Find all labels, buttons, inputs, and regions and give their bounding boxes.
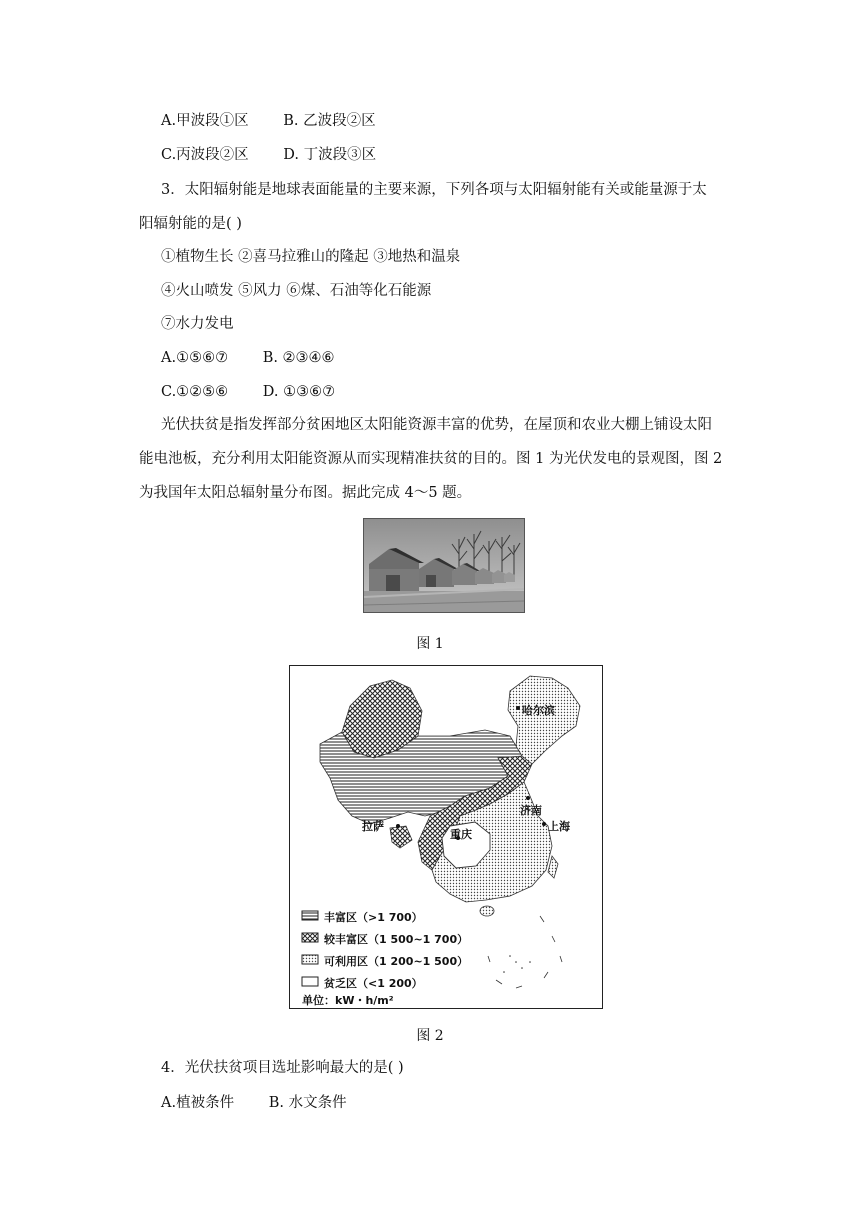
q3-stem-line-1: 3．太阳辐射能是地球表面能量的主要来源，下列各项与太阳辐射能有关或能量源于太 xyxy=(161,182,707,198)
q3-options-row-2 xyxy=(161,382,335,402)
city-label-harbin: 哈尔滨 xyxy=(522,704,555,717)
legend-item-rich: 丰富区（>1 700） xyxy=(324,911,423,924)
legend-item-usable: 可利用区（1 200~1 500） xyxy=(324,955,469,968)
q4-option-a: A.植被条件 xyxy=(161,1095,235,1111)
q2-option-a: A.甲波段①区 xyxy=(161,113,249,129)
legend-item-fairly-rich: 较丰富区（1 500~1 700） xyxy=(324,933,469,946)
city-label-lhasa: 拉萨 xyxy=(362,820,384,833)
q3-option-c: C.①②⑤⑥ xyxy=(161,384,229,400)
figure-1-photo xyxy=(363,518,525,613)
q2-options-row-1 xyxy=(161,111,376,131)
q4-stem: 4．光伏扶贫项目选址影响最大的是( ) xyxy=(161,1060,404,1076)
q2-option-c: C.丙波段②区 xyxy=(161,147,249,163)
q3-items-line-3: ⑦水力发电 xyxy=(161,316,234,332)
greenhouse-photo-image xyxy=(364,519,524,612)
q3-option-d: D. ①③⑥⑦ xyxy=(262,384,336,400)
q3-option-a: A.①⑤⑥⑦ xyxy=(161,350,229,366)
passage-line-2: 能电池板，充分利用太阳能资源从而实现精准扶贫的目的。图 1 为光伏发电的景观图，图 2 xyxy=(139,451,723,467)
q3-option-b: B. ②③④⑥ xyxy=(262,350,335,366)
q2-option-d: D. 丁波段③区 xyxy=(283,147,377,163)
figure-2-map xyxy=(289,665,603,1009)
figure-1-caption: 图 1 xyxy=(416,636,444,652)
q2-options-row-2 xyxy=(161,145,376,165)
q3-stem-line-2: 阳辐射能的是( ) xyxy=(139,216,242,232)
q2-option-b: B. 乙波段②区 xyxy=(283,113,376,129)
q4-option-b: B. 水文条件 xyxy=(268,1095,347,1111)
city-label-chongqing: 重庆 xyxy=(450,828,472,841)
passage-line-1: 光伏扶贫是指发挥部分贫困地区太阳能资源丰富的优势，在屋顶和农业大棚上铺设太阳 xyxy=(161,417,712,433)
q4-options-row-1 xyxy=(161,1093,347,1113)
q3-items-line-1: ①植物生长 ②喜马拉雅山的隆起 ③地热和温泉 xyxy=(161,249,461,265)
figure-2-caption: 图 2 xyxy=(416,1028,444,1044)
q3-items-line-2: ④火山喷发 ⑤风力 ⑥煤、石油等化石能源 xyxy=(161,283,432,299)
passage-line-3: 为我国年太阳总辐射量分布图。据此完成 4～5 题。 xyxy=(139,485,472,501)
city-label-jinan: 济南 xyxy=(520,804,542,817)
legend-item-poor: 贫乏区（<1 200） xyxy=(324,977,423,990)
q3-options-row-1 xyxy=(161,348,335,368)
legend-unit: 单位：kW・h/m² xyxy=(302,994,394,1007)
city-label-shanghai: 上海 xyxy=(548,820,570,833)
